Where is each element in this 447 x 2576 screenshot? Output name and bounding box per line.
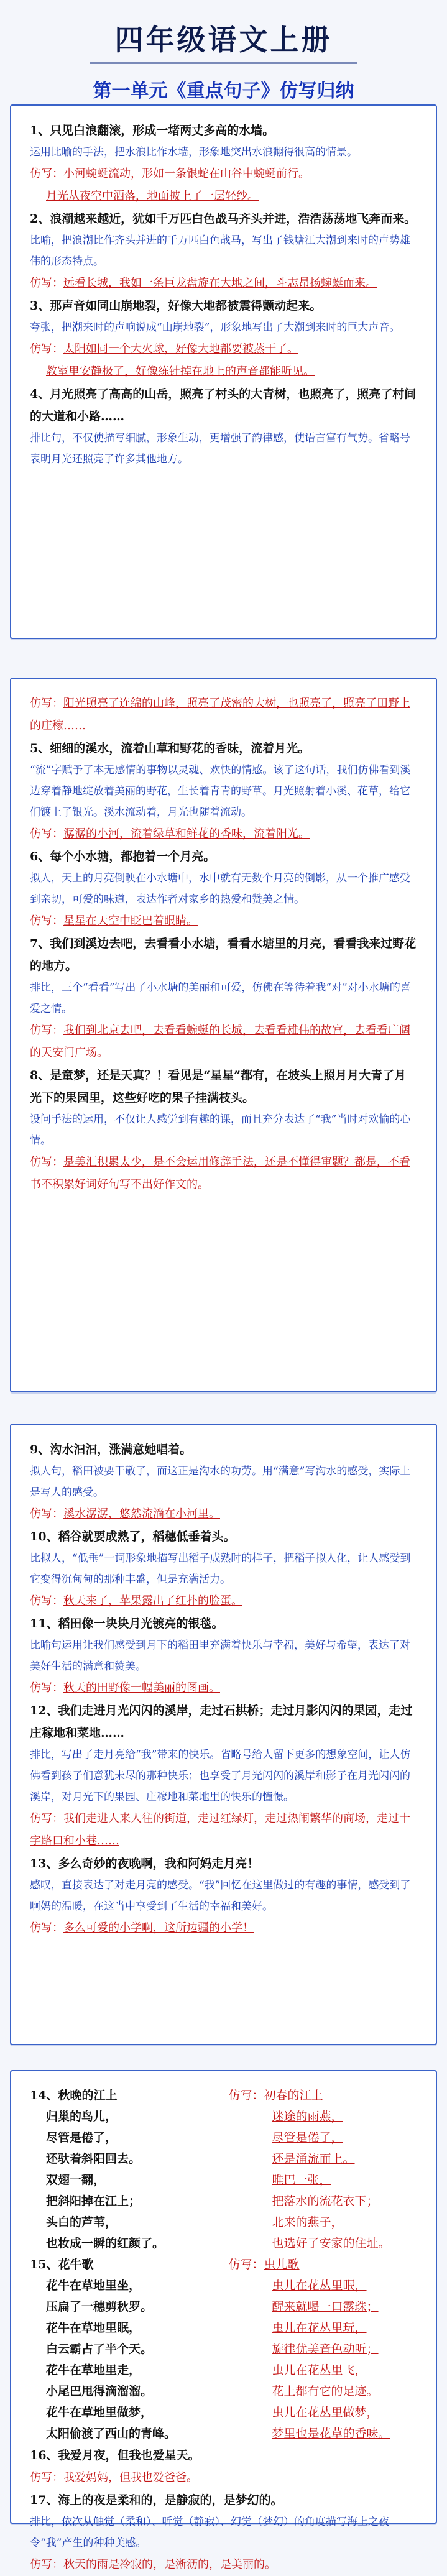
sentence: 3、那声音如同山崩地裂，好像大地都被震得颤动起来。 [30, 299, 322, 313]
item-5 [30, 737, 417, 845]
item-17 [30, 2489, 417, 2576]
poem-line: 把斜阳掉在江上； [46, 2194, 141, 2208]
explanation: 排比句，不仅使描写细腻，形象生动，更增强了韵律感，使语言富有气势。省略号表明月光还照亮了许多其他地方。 [30, 432, 410, 466]
item-10 [30, 1525, 417, 1612]
item-2 [30, 208, 417, 295]
explanation: 排比，依次从触觉（柔和）、听觉（静寂）、幻觉（梦幻）的角度描写海上之夜令“我”产生的种种美感。 [30, 2516, 389, 2549]
item-16 [30, 2444, 417, 2489]
imitation-text: 秋天来了，苹果露出了红扑的脸蛋。 [63, 1594, 242, 1608]
item-12 [30, 1700, 417, 1852]
sentence: 13、多么奇妙的夜晚啊，我和阿妈走月亮！ [30, 1857, 259, 1870]
imitation-line: 虫儿在花丛里飞， [272, 2363, 367, 2377]
imitation-text: 月光从夜空中洒落，地面披上了一层轻纱。 [46, 190, 259, 203]
imitation-text: 秋天的田野像一幅美丽的图画。 [63, 1681, 220, 1695]
explanation: 排比，写出了走月亮给“我”带来的快乐。省略号给人留下更多的想象空间，让人仿佛看到孩子们意犹未尽的那种快乐；也享受了月光闪闪的溪岸和影子在月光闪闪的溪岸，对月光下的果园、庄稼地和菜地里的快乐的憧憬。 [30, 1749, 411, 1803]
sentence: 17、海上的夜是柔和的，是静寂的，是梦幻的。 [30, 2493, 283, 2507]
item-4 [30, 383, 417, 470]
section-card-3 [10, 1424, 437, 2045]
imitation-text: 教室里安静极了，好像练针掉在地上的声音都能听见。 [46, 365, 315, 378]
item-8 [30, 1064, 417, 1196]
imitation-text: 潺潺的小河，流着绿草和鲜花的香味，流着阳光。 [63, 827, 310, 840]
sentence: 11、稻田像一块块月光镀亮的银毯。 [30, 1617, 224, 1631]
poem-line: 双翅一翻， [46, 2173, 106, 2187]
explanation: 运用比喻的手法，把水浪比作水墙，形象地突出水浪翻得很高的情景。 [30, 146, 357, 159]
poem-line: 还驮着斜阳回去。 [46, 2152, 141, 2166]
poem-line: 花牛在草地里坐， [46, 2279, 141, 2293]
item-1 [30, 119, 417, 208]
imitation-label: 仿写： [30, 827, 63, 840]
imitation-text: 远看长城，我如一条巨龙盘旋在大地之间，斗志昂扬蜿蜒而来。 [63, 277, 377, 290]
imitation-label: 仿写： [30, 167, 63, 180]
explanation: 比拟人，“低垂”一词形象地描写出稻子成熟时的样子，把稻子拟人化，让人感受到它变得沉甸甸的那种丰盛，但是充满活力。 [30, 1552, 411, 1586]
section-card-4 [10, 2070, 437, 2571]
imitation-line: 也选好了安家的住址。 [272, 2237, 390, 2250]
poem-line: 花牛在草地里做梦， [46, 2406, 153, 2419]
page-title: 四年级语文上册 [90, 17, 357, 64]
item-9 [30, 1438, 417, 1525]
imitation-label: 仿写： [30, 1921, 63, 1934]
explanation: 排比，三个“看看”写出了小水塘的美丽和可爱，仿佛在等待着我“对”对小水塘的喜爱之情。 [30, 982, 411, 1015]
poem-title: 15、花牛歌 [30, 2258, 94, 2271]
imitation-text: 秋天的雨是冷寂的，是淅沥的，是美丽的。 [63, 2558, 276, 2571]
imitation-label: 仿写： [30, 1507, 63, 1520]
poem-line: 头白的芦苇， [46, 2215, 118, 2229]
imitation-text: 多么可爱的小学啊，这所边疆的小学！ [63, 1921, 254, 1934]
imitation-line: 把落水的流花衣下； [272, 2194, 379, 2208]
item-7 [30, 932, 417, 1064]
imitation-text: 是美汇积累太少，是不会运用修辞手法，还是不懂得审题？都是，不看书不积累好词好句写不出好作文的。 [30, 1156, 410, 1191]
imitation-label: 仿写： [30, 1156, 63, 1169]
poem-line: 花牛在草地里眠， [46, 2321, 141, 2335]
imitation-label: 仿写： [30, 1024, 63, 1037]
imitation-line: 梦里也是花草的香味。 [272, 2427, 390, 2440]
poem-title: 14、秋晚的江上 [30, 2089, 118, 2102]
poem-line: 小尾巴甩得滴溜溜。 [46, 2385, 153, 2398]
sentence: 4、月光照亮了高高的山岳，照亮了村头的大青树，也照亮了，照亮了村间的大道和小路…… [30, 387, 417, 423]
sentence: 2、浪潮越来越近，犹如千万匹白色战马齐头并进，浩浩荡荡地飞奔而来。 [30, 212, 417, 226]
explanation: 拟人，天上的月亮倒映在小水塘中，水中就有无数个月亮的倒影，从一个推广感受到亲切，可爱的味道，表达作者对家乡的热爱和赞美之情。 [30, 872, 410, 906]
imitation-text: 溪水潺潺，悠然流淌在小河里。 [63, 1507, 220, 1520]
sentence: 12、我们走进月光闪闪的溪岸，走过石拱桥；走过月影闪闪的果园，走过庄稼地和菜地…… [30, 1704, 413, 1740]
poem-line: 归巢的鸟儿， [46, 2110, 118, 2123]
imitation-line: 尽管是倦了， [272, 2131, 343, 2145]
section-card-2 [10, 678, 437, 1392]
item-3 [30, 295, 417, 383]
imitation-label: 仿写： [30, 343, 63, 356]
imitation-line: 花上都有它的足迹。 [272, 2385, 379, 2398]
sentence: 7、我们到溪边去吧，去看看小水塘，看看水塘里的月亮，看看我来过野花的地方。 [30, 937, 417, 973]
poem-line: 尽管是倦了， [46, 2131, 118, 2145]
imitation-line: 虫儿在花丛里玩， [272, 2321, 367, 2335]
item-4-imitation [30, 692, 417, 737]
imitation-text: 我们走进人来人往的街道，走过红绿灯，走过热闹繁华的商场，走过十字路口和小巷…… [30, 1812, 410, 1847]
imitation-text: 小河蜿蜒流动，形如一条银蛇在山谷中蜿蜒前行。 [63, 167, 310, 180]
sentence: 6、每个小水塘，都抱着一个月亮。 [30, 850, 216, 863]
imitation-line: 唯巴一张， [272, 2173, 331, 2187]
explanation: 比喻，把浪潮比作齐头并进的千万匹白色战马，写出了钱塘江大潮到来时的声势雄伟的形态特点。 [30, 234, 410, 268]
sentence: 9、沟水汩汩，涨满意她唱着。 [30, 1443, 192, 1456]
imitation-label: 仿写： [30, 2471, 63, 2484]
imitation-line: 虫儿歌 [264, 2258, 300, 2271]
explanation: 设问手法的运用，不仅让人感觉到有趣的课，而且充分表达了“我”当时对欢愉的心情。 [30, 1113, 411, 1147]
imitation-label: 仿写： [228, 2089, 264, 2102]
imitation-line: 还是涌流而上。 [272, 2152, 355, 2166]
poem-line: 压扁了一穗剪秋罗。 [46, 2300, 153, 2314]
imitation-label: 仿写： [30, 2558, 63, 2571]
sentence: 10、稻谷就要成熟了，稻穗低垂着头。 [30, 1530, 236, 1543]
item-13 [30, 1852, 417, 1939]
poem-line: 白云霸占了半个天。 [46, 2342, 153, 2356]
page-subtitle: 第一单元《重点句子》仿写归纳 [93, 80, 354, 102]
imitation-text: 阳光照亮了连绵的山峰，照亮了茂密的大树，也照亮了，照亮了田野上的庄稼…… [30, 697, 410, 732]
imitation-label: 仿写： [30, 1812, 63, 1825]
poem-line: 也妆成一瞬的红颜了。 [46, 2237, 165, 2250]
imitation-text: 我们到北京去吧，去看看蜿蜒的长城，去看看雄伟的故宫，去看看广阔的天安门广场。 [30, 1024, 410, 1059]
item-6 [30, 845, 417, 932]
imitation-label: 仿写： [228, 2258, 264, 2271]
section-card-1 [10, 104, 437, 639]
sentence: 5、细细的溪水，流着山草和野花的香味，流着月光。 [30, 742, 310, 755]
poem-15 [30, 2254, 417, 2444]
imitation-line: 虫儿在花丛里眠， [272, 2279, 367, 2293]
sentence: 1、只见白浪翻滚，形成一堵两丈多高的水墙。 [30, 124, 275, 137]
poem-14 [30, 2085, 417, 2254]
poem-line: 花牛在草地里走， [46, 2363, 141, 2377]
imitation-label: 仿写： [30, 697, 63, 710]
imitation-label: 仿写： [30, 1594, 63, 1608]
imitation-text: 太阳如同一个大火球，好像大地都要被蒸干了。 [63, 343, 298, 356]
header [0, 0, 447, 102]
explanation: 拟人句，稻田被要干敬了，而这正是沟水的功劳。用“满意”写沟水的感受，实际上是写人的感受。 [30, 1465, 411, 1499]
imitation-label: 仿写： [30, 914, 63, 927]
explanation: 比喻句运用让我们感受到月下的稻田里充满着快乐与幸福，美好与希望，表达了对美好生活的满意和赞美。 [30, 1639, 410, 1673]
imitation-line: 初春的江上 [264, 2089, 323, 2102]
poem-line: 太阳偷渡了西山的青峰。 [46, 2427, 177, 2440]
imitation-text: 我爱妈妈，但我也爱爸爸。 [63, 2471, 198, 2484]
item-11 [30, 1612, 417, 1700]
imitation-line: 旋律优美音色动听； [272, 2342, 379, 2356]
explanation: 夸张，把潮来时的声响说成“山崩地裂”，形象地写出了大潮到来时的巨大声音。 [30, 321, 400, 334]
imitation-line: 醒来就喝一口露珠； [272, 2300, 379, 2314]
imitation-line: 迷途的雨燕， [272, 2110, 343, 2123]
explanation: 感叹，直接表达了对走月亮的感受。“我”回忆在这里做过的有趣的事情，感受到了啊妈的温暖，在这当中享受到了生活的幸福和美好。 [30, 1879, 411, 1913]
imitation-text: 星星在天空中眨巴着眼睛。 [63, 914, 198, 927]
sentence: 16、我爱月夜，但我也爱星天。 [30, 2449, 200, 2462]
imitation-line: 北来的燕子， [272, 2215, 343, 2229]
sentence: 8、是童梦，还是天真？！看见是“星星”都有，在坡头上照月月大青了月光下的果园里，这些好吃的果子挂满枝头。 [30, 1069, 407, 1105]
explanation: “流”字赋予了本无感情的事物以灵魂、欢快的情感。该了这句话，我们仿佛看到溪边穿着静地绽放着美丽的野花，生长着青青的野草。月光照射着小溪、花草，给它们镀上了银光。溪水流动着，月光也随着流动。 [30, 764, 411, 819]
imitation-line: 虫儿在花丛里做梦， [272, 2406, 379, 2419]
imitation-label: 仿写： [30, 277, 63, 290]
imitation-label: 仿写： [30, 1681, 63, 1695]
